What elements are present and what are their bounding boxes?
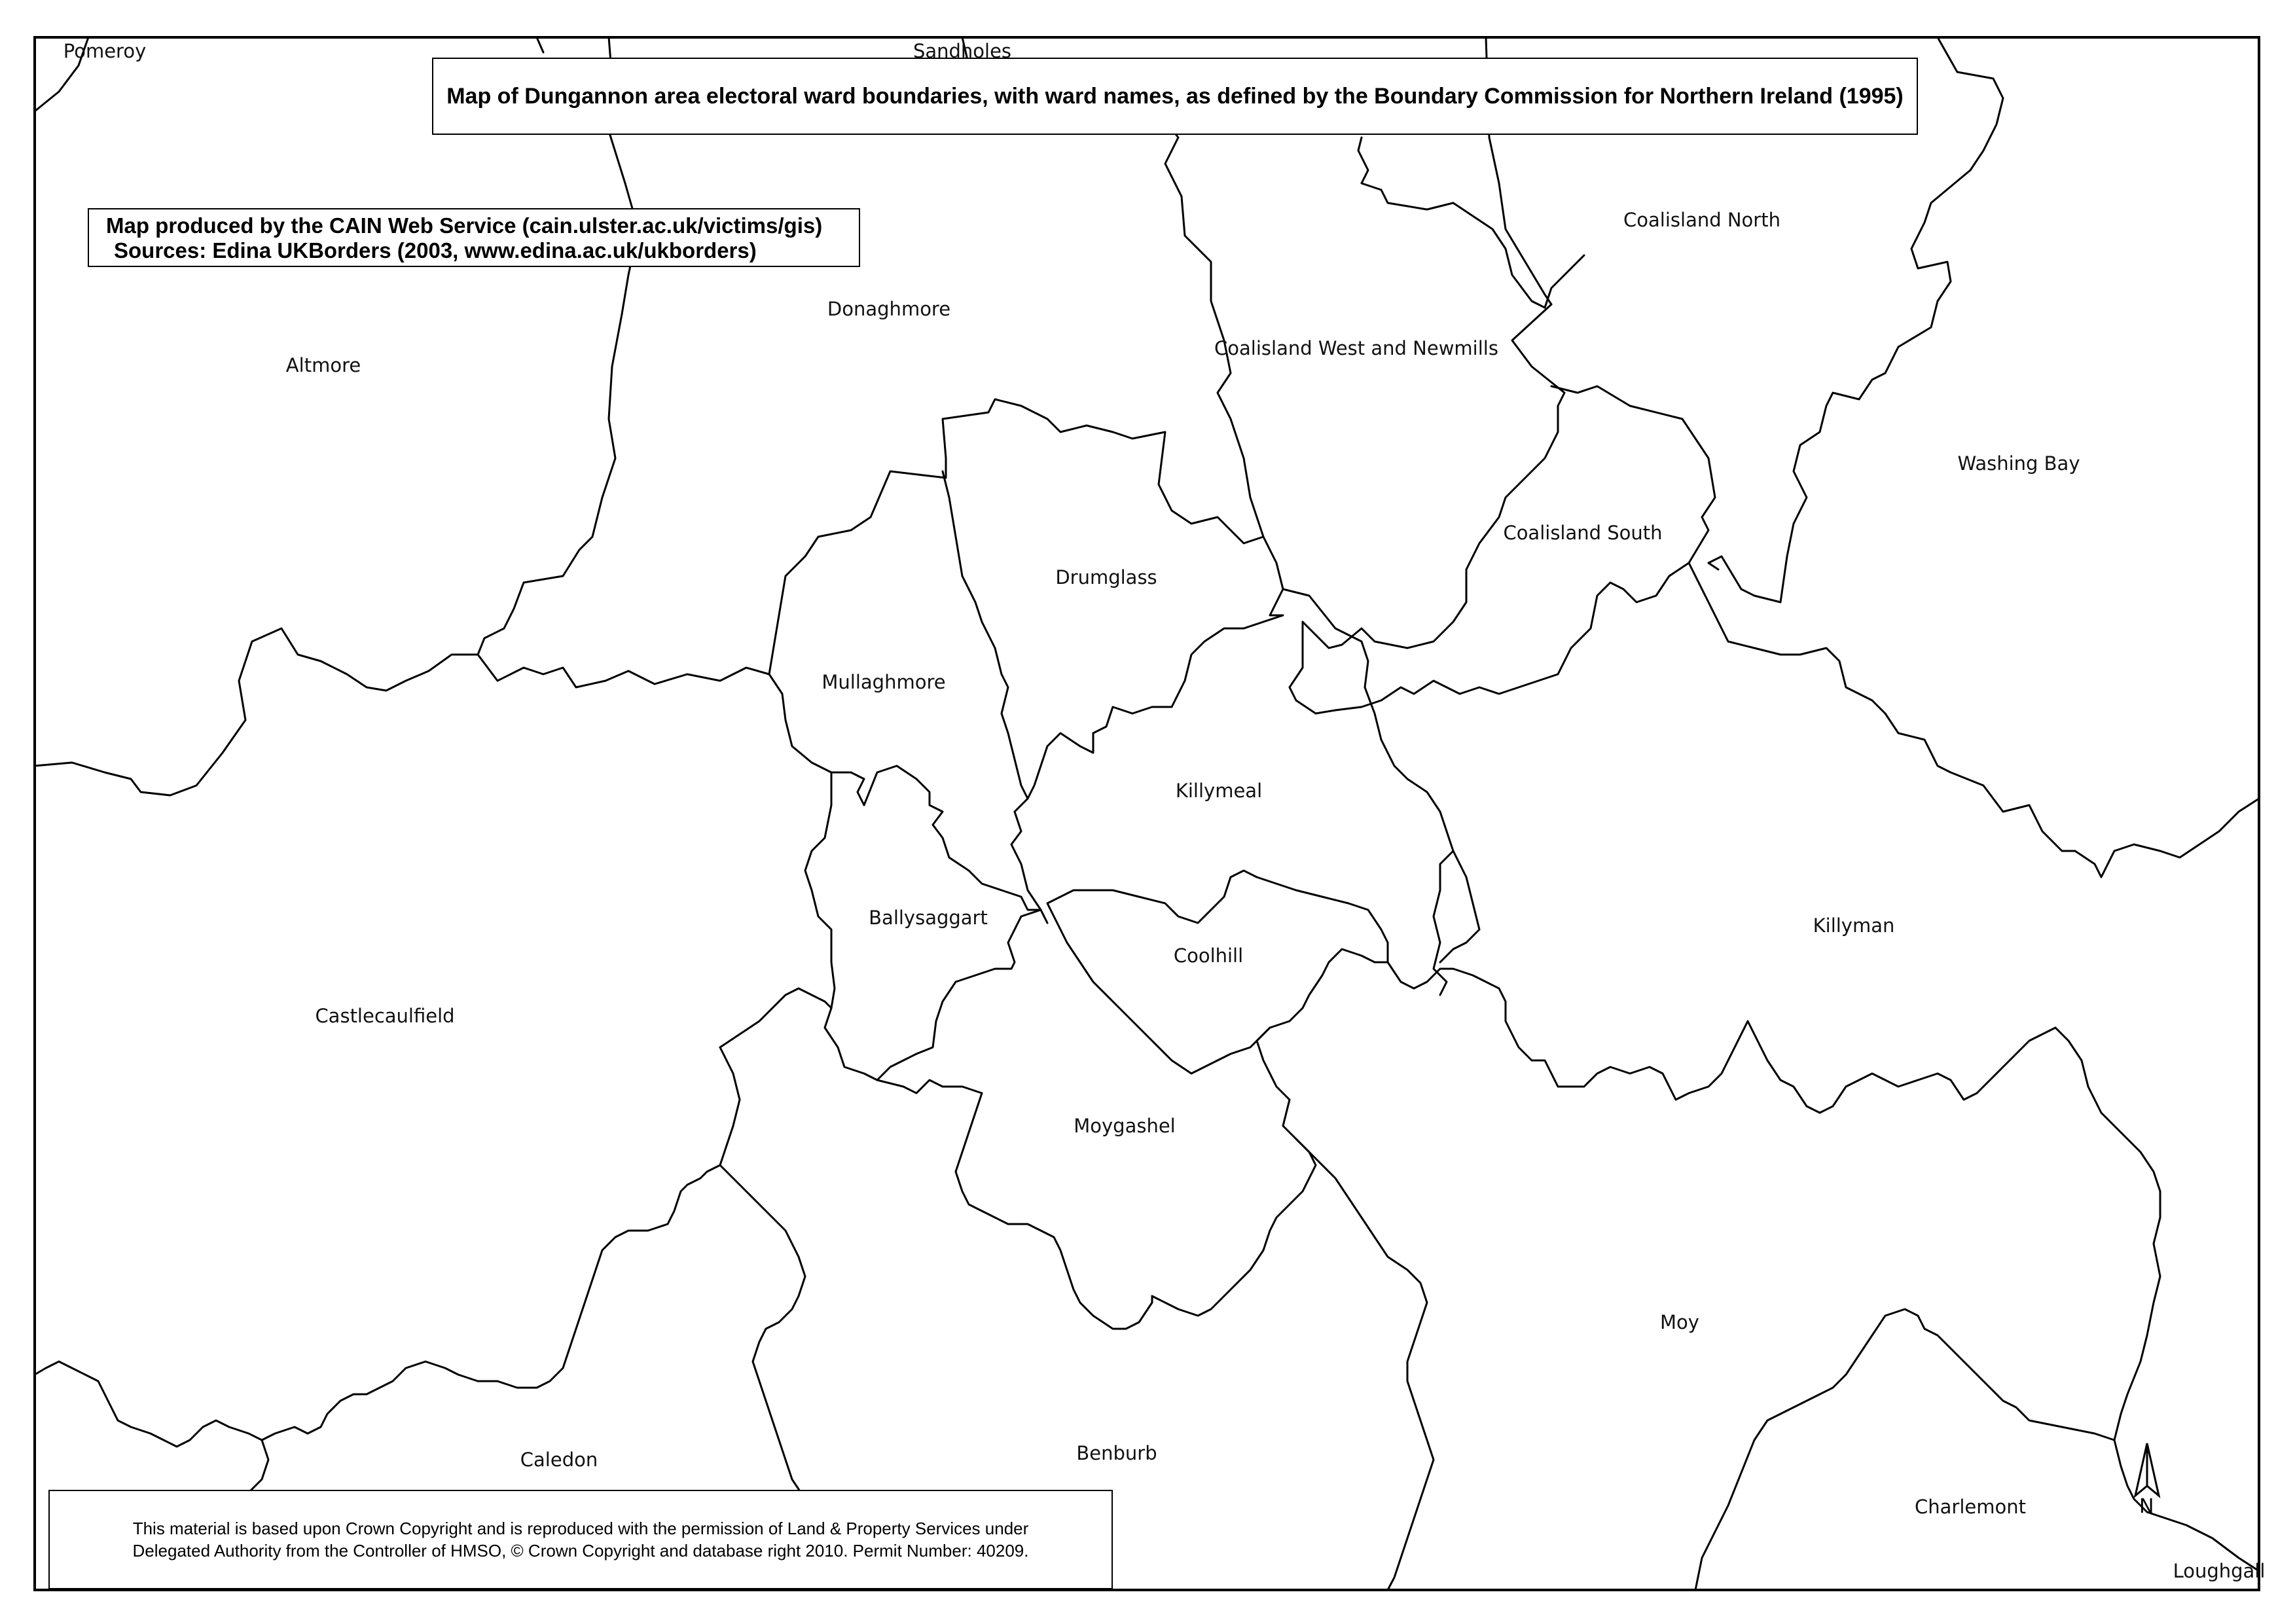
ward-label-charlemont: Charlemont bbox=[1915, 1496, 2026, 1518]
ward-label-pomeroy: Pomeroy bbox=[63, 40, 147, 62]
ward-label-loughgall: Loughgall bbox=[2173, 1560, 2266, 1582]
copyright-box bbox=[48, 1490, 1113, 1589]
map-frame-border bbox=[35, 37, 2259, 1590]
copyright-line-1: This material is based upon Crown Copyright and is reproduced with the permission of Land & Property Services under bbox=[132, 1519, 1029, 1538]
copyright-line-2: Delegated Authority from the Controller of HMSO, © Crown Copyright and database right 2010. Permit Number: 40209. bbox=[132, 1541, 1029, 1561]
ward-label-moygashel: Moygashel bbox=[1074, 1115, 1176, 1137]
north-label: N bbox=[2139, 1495, 2154, 1518]
ward-label-moy: Moy bbox=[1660, 1311, 1699, 1333]
north-arrow-icon bbox=[2135, 1443, 2159, 1496]
credits-box bbox=[88, 208, 860, 267]
ward-label-washing-bay: Washing Bay bbox=[1957, 452, 2080, 475]
ward-label-donaghmore: Donaghmore bbox=[827, 298, 951, 320]
map-title-box bbox=[432, 58, 1918, 135]
ward-label-coalisland-south: Coalisland South bbox=[1503, 522, 1663, 544]
credit-line-2: Sources: Edina UKBorders (2003, www.edina.ac.uk/ukborders) bbox=[114, 238, 757, 262]
credit-line-1: Map produced by the CAIN Web Service (cain.ulster.ac.uk/victims/gis) bbox=[106, 213, 823, 238]
ward-label-mullaghmore: Mullaghmore bbox=[822, 671, 946, 693]
ward-label-coolhill: Coolhill bbox=[1173, 945, 1244, 967]
ward-label-killymeal: Killymeal bbox=[1175, 780, 1263, 802]
ward-label-killyman: Killyman bbox=[1813, 914, 1895, 937]
ward-label-ballysaggart: Ballysaggart bbox=[869, 907, 988, 929]
ward-label-coalisland-north: Coalisland North bbox=[1623, 209, 1780, 231]
ward-label-caledon: Caledon bbox=[520, 1449, 598, 1471]
ward-label-benburb: Benburb bbox=[1076, 1442, 1157, 1464]
ward-label-altmore: Altmore bbox=[285, 354, 361, 376]
map-title: Map of Dungannon area electoral ward boundaries, with ward names, as defined by the Boundary Commission for Northern Ireland (1995) bbox=[446, 83, 1904, 109]
ward-boundaries bbox=[35, 37, 2259, 1590]
ward-label-drumglass: Drumglass bbox=[1055, 566, 1157, 588]
ward-label-coalisland-west: Coalisland West and Newmills bbox=[1214, 337, 1498, 359]
ward-label-castlecaulfield: Castlecaulfield bbox=[315, 1005, 455, 1027]
ward-label-sandholes: Sandholes bbox=[913, 40, 1012, 62]
